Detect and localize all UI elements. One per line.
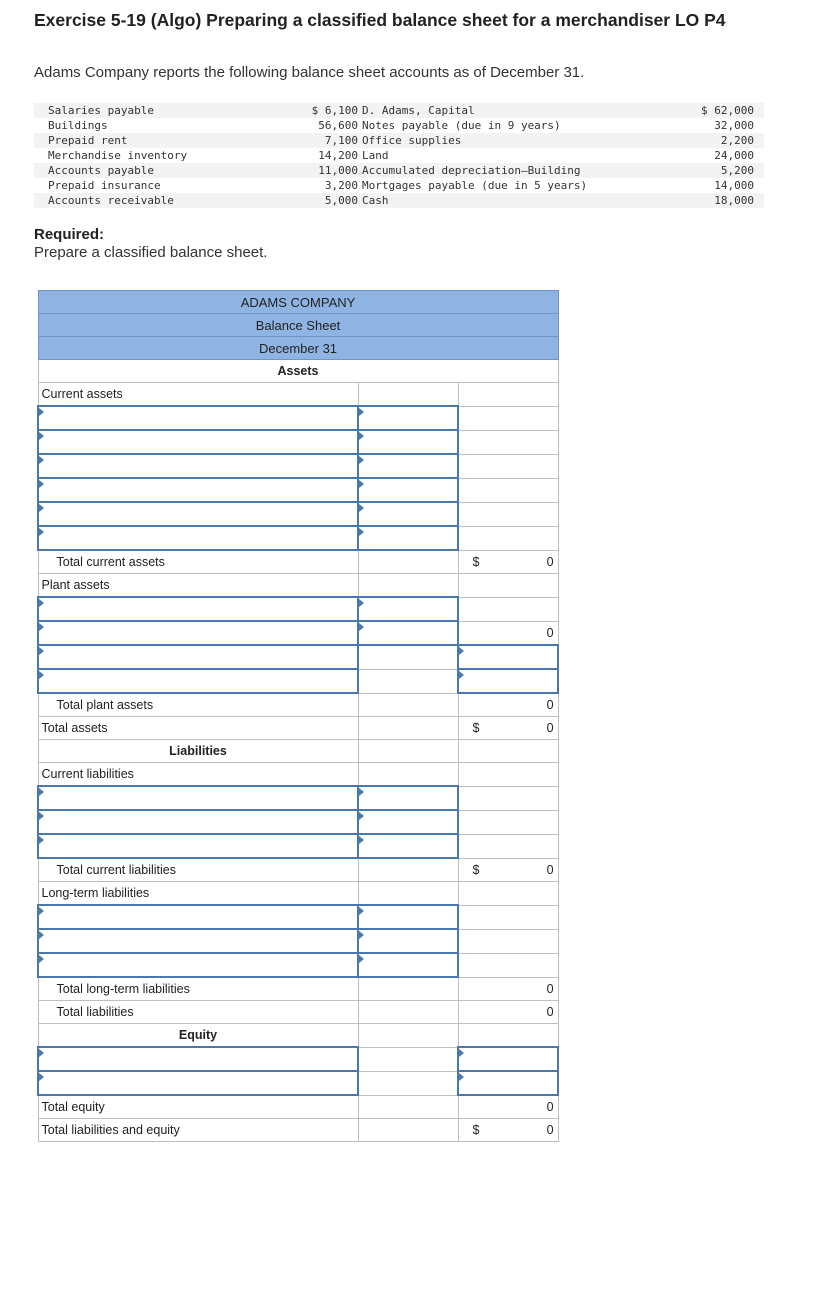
current-liability-account-input[interactable]	[38, 810, 358, 834]
company-name: ADAMS COMPANY	[38, 291, 558, 314]
entry-row	[38, 621, 558, 645]
label-row	[38, 763, 558, 787]
total-liabilities-equity-cell	[458, 1119, 558, 1142]
total-current-liabilities-cell	[458, 858, 558, 882]
total-long-term-liabilities-value: 0	[458, 977, 558, 1001]
empty-cell	[458, 834, 558, 858]
empty-cell	[458, 763, 558, 787]
entry-row	[38, 953, 558, 977]
empty-cell	[458, 406, 558, 430]
header-row	[38, 337, 558, 360]
total-row	[38, 1001, 558, 1024]
current-asset-account-input[interactable]	[38, 454, 358, 478]
total-assets-value: 0	[546, 721, 554, 735]
account-amount: 14,000	[714, 179, 754, 192]
intro-text: Adams Company reports the following balance sheet accounts as of December 31.	[34, 64, 585, 81]
entry-row	[38, 478, 558, 502]
required-label: Required:	[34, 226, 105, 243]
plant-asset-amount-input[interactable]	[458, 645, 558, 669]
total-current-liabilities-value: 0	[546, 862, 554, 877]
total-row	[38, 717, 558, 740]
plant-asset-amount-input[interactable]	[358, 597, 458, 621]
account-name: Accounts payable	[34, 163, 208, 178]
entry-row	[38, 454, 558, 478]
entry-row	[38, 1071, 558, 1095]
current-asset-account-input[interactable]	[38, 502, 358, 526]
total-liabilities-value: 0	[458, 1001, 558, 1024]
account-amount: 56,600	[318, 119, 358, 132]
empty-cell	[458, 786, 558, 810]
total-assets-label: Total assets	[38, 717, 358, 740]
accounts-list	[34, 103, 764, 208]
empty-cell	[458, 574, 558, 598]
long-term-liability-account-input[interactable]	[38, 953, 358, 977]
section-heading-row	[38, 1024, 558, 1048]
equity-account-input[interactable]	[38, 1071, 358, 1095]
empty-cell	[458, 502, 558, 526]
assets-heading: Assets	[38, 360, 558, 383]
current-asset-amount-input[interactable]	[358, 502, 458, 526]
empty-cell	[458, 478, 558, 502]
entry-row	[38, 905, 558, 929]
long-term-liability-account-input[interactable]	[38, 929, 358, 953]
empty-cell	[458, 953, 558, 977]
account-amount: 2,200	[682, 133, 764, 148]
total-row	[38, 858, 558, 882]
plant-assets-label: Plant assets	[38, 574, 358, 598]
label-row	[38, 574, 558, 598]
account-row	[34, 178, 764, 193]
header-row	[38, 314, 558, 337]
equity-heading: Equity	[38, 1024, 358, 1048]
empty-cell	[358, 550, 458, 574]
account-amount: $ 6,100	[208, 103, 362, 118]
current-liability-amount-input[interactable]	[358, 786, 458, 810]
account-name: Notes payable (due in 9 years)	[362, 119, 561, 132]
long-term-liability-amount-input[interactable]	[358, 929, 458, 953]
section-heading-row	[38, 740, 558, 763]
total-plant-assets-value: 0	[458, 693, 558, 717]
total-current-assets-value: 0	[546, 554, 554, 569]
empty-cell	[358, 669, 458, 693]
entry-row	[38, 834, 558, 858]
empty-cell	[458, 597, 558, 621]
section-heading-row	[38, 360, 558, 383]
equity-account-input[interactable]	[38, 1047, 358, 1071]
account-name: Buildings	[48, 119, 108, 132]
account-row	[34, 193, 764, 208]
long-term-liability-amount-input[interactable]	[358, 905, 458, 929]
current-asset-amount-input[interactable]	[358, 478, 458, 502]
total-row	[38, 550, 558, 574]
empty-cell	[358, 693, 458, 717]
entry-row	[38, 645, 558, 669]
empty-cell	[358, 383, 458, 407]
account-amount: 7,100	[208, 133, 362, 148]
account-row	[34, 118, 764, 133]
total-row	[38, 693, 558, 717]
plant-asset-amount-input[interactable]	[358, 621, 458, 645]
total-row	[38, 977, 558, 1001]
empty-cell	[458, 929, 558, 953]
currency-symbol: $	[472, 862, 480, 877]
empty-cell	[358, 1047, 458, 1071]
total-liabilities-equity-value: 0	[546, 1123, 554, 1137]
account-name: Prepaid rent	[34, 133, 208, 148]
empty-cell	[458, 905, 558, 929]
current-liability-account-input[interactable]	[38, 834, 358, 858]
currency-symbol: $	[472, 554, 480, 569]
account-name: Land	[362, 149, 389, 162]
label-row	[38, 882, 558, 906]
account-amount: $ 62,000	[682, 103, 764, 118]
entry-row	[38, 526, 558, 550]
empty-cell	[358, 858, 458, 882]
current-asset-account-input[interactable]	[38, 430, 358, 454]
header-row	[38, 291, 558, 314]
entry-row	[38, 597, 558, 621]
total-long-term-liabilities-label: Total long-term liabilities	[38, 977, 358, 1001]
total-current-assets-label: Total current assets	[38, 550, 358, 574]
empty-cell	[458, 454, 558, 478]
statement-date: December 31	[38, 337, 558, 360]
current-liability-amount-input[interactable]	[358, 834, 458, 858]
entry-row	[38, 406, 558, 430]
empty-cell	[458, 430, 558, 454]
total-equity-label: Total equity	[38, 1095, 358, 1119]
total-current-assets-cell	[458, 550, 558, 574]
current-asset-amount-input[interactable]	[358, 430, 458, 454]
required-text: Prepare a classified balance sheet.	[34, 244, 268, 261]
total-assets-cell	[458, 717, 558, 740]
long-term-liability-account-input[interactable]	[38, 905, 358, 929]
account-name: Office supplies	[362, 133, 682, 148]
entry-row	[38, 786, 558, 810]
account-amount: 32,000	[714, 119, 754, 132]
account-name: Cash	[362, 193, 682, 208]
empty-cell	[358, 977, 458, 1001]
account-name: Salaries payable	[34, 103, 208, 118]
liabilities-heading: Liabilities	[38, 740, 358, 763]
current-liability-amount-input[interactable]	[358, 810, 458, 834]
total-row	[38, 1095, 558, 1119]
empty-cell	[358, 763, 458, 787]
empty-cell	[358, 574, 458, 598]
empty-cell	[358, 740, 458, 763]
statement-name: Balance Sheet	[38, 314, 558, 337]
current-asset-amount-input[interactable]	[358, 454, 458, 478]
long-term-liability-amount-input[interactable]	[358, 953, 458, 977]
account-row	[34, 103, 764, 118]
empty-cell	[458, 882, 558, 906]
account-name: Accumulated depreciation—Building	[362, 163, 682, 178]
currency-symbol: $	[472, 1123, 480, 1137]
current-asset-amount-input[interactable]	[358, 406, 458, 430]
plant-asset-amount-input[interactable]	[458, 669, 558, 693]
total-current-liabilities-label: Total current liabilities	[38, 858, 358, 882]
account-amount: 3,200	[324, 179, 358, 192]
exercise-title: Exercise 5-19 (Algo) Preparing a classified balance sheet for a merchandiser LO P4	[34, 10, 726, 30]
account-amount: 18,000	[682, 193, 764, 208]
empty-cell	[458, 526, 558, 550]
account-amount: 24,000	[714, 149, 754, 162]
empty-cell	[458, 810, 558, 834]
empty-cell	[358, 717, 458, 740]
entry-row	[38, 1047, 558, 1071]
account-amount: 5,000	[208, 193, 362, 208]
current-liability-account-input[interactable]	[38, 786, 358, 810]
account-row	[34, 163, 764, 178]
empty-cell	[358, 1001, 458, 1024]
total-row	[38, 1119, 558, 1142]
current-asset-amount-input[interactable]	[358, 526, 458, 550]
account-amount: 11,000	[208, 163, 362, 178]
currency-symbol: $	[472, 721, 480, 735]
current-assets-label: Current assets	[38, 383, 358, 407]
current-asset-account-input[interactable]	[38, 406, 358, 430]
current-asset-account-input[interactable]	[38, 478, 358, 502]
account-amount: 5,200	[682, 163, 764, 178]
equity-amount-input[interactable]	[458, 1071, 558, 1095]
account-name: D. Adams, Capital	[362, 103, 682, 118]
empty-cell	[358, 882, 458, 906]
plant-subtotal-value: 0	[458, 621, 558, 645]
plant-asset-account-input[interactable]	[38, 621, 358, 645]
empty-cell	[358, 645, 458, 669]
empty-cell	[358, 1095, 458, 1119]
plant-asset-account-input[interactable]	[38, 645, 358, 669]
equity-amount-input[interactable]	[458, 1047, 558, 1071]
empty-cell	[458, 383, 558, 407]
label-row	[38, 383, 558, 407]
total-liabilities-label: Total liabilities	[38, 1001, 358, 1024]
plant-asset-account-input[interactable]	[38, 669, 358, 693]
empty-cell	[358, 1024, 458, 1048]
total-plant-assets-label: Total plant assets	[38, 693, 358, 717]
account-amount: 14,200	[318, 149, 358, 162]
account-name: Prepaid insurance	[48, 179, 161, 192]
entry-row	[38, 502, 558, 526]
empty-cell	[458, 740, 558, 763]
account-row	[34, 148, 764, 163]
total-liabilities-equity-label: Total liabilities and equity	[38, 1119, 358, 1142]
empty-cell	[458, 1024, 558, 1048]
account-name: Accounts receivable	[34, 193, 208, 208]
account-name: Mortgages payable (due in 5 years)	[362, 179, 588, 192]
entry-row	[38, 810, 558, 834]
current-liabilities-label: Current liabilities	[38, 763, 358, 787]
current-asset-account-input[interactable]	[38, 526, 358, 550]
long-term-liabilities-label: Long-term liabilities	[38, 882, 358, 906]
empty-cell	[358, 1071, 458, 1095]
total-equity-value: 0	[458, 1095, 558, 1119]
entry-row	[38, 669, 558, 693]
account-row	[34, 133, 764, 148]
entry-row	[38, 929, 558, 953]
account-name: Merchandise inventory	[48, 149, 188, 162]
balance-sheet-form	[37, 290, 559, 1142]
plant-asset-account-input[interactable]	[38, 597, 358, 621]
empty-cell	[358, 1119, 458, 1142]
entry-row	[38, 430, 558, 454]
